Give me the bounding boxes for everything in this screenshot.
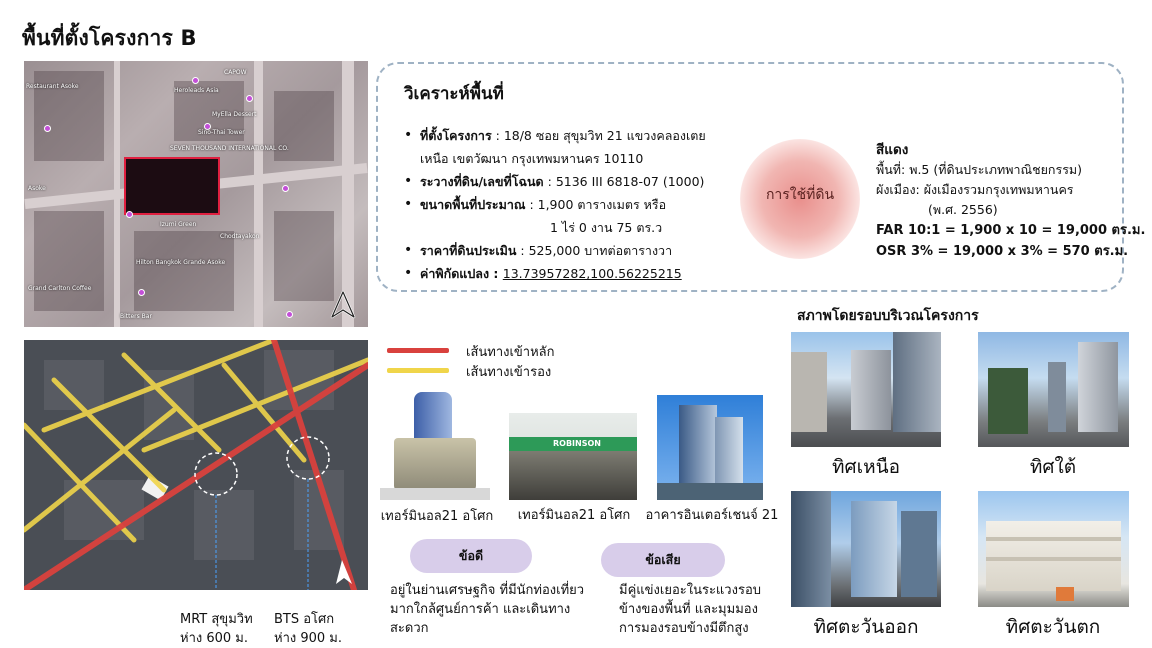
poi-label: Hilton Bangkok Grande Asoke (136, 259, 226, 266)
access-route-map (24, 340, 368, 590)
list-item: • ค่าพิกัดแปลง : 13.73957282,100.56225215 (404, 262, 744, 285)
north-view-photo (791, 332, 941, 447)
legend-main-label: เส้นทางเข้าหลัก (466, 345, 555, 360)
terminal21-photo-1 (380, 388, 490, 500)
list-item-continuation: 1 ไร่ 0 งาน 75 ตร.ว (550, 220, 663, 235)
site-map (24, 61, 368, 327)
pros-text: อยู่ในย่านเศรษฐกิจ ที่มีนักท่องเที่ยว มากใกล้ศูนย์การค้า และเดินทาง สะดวก (390, 583, 585, 636)
analysis-title: วิเคราะห์พื้นที่ (404, 84, 504, 104)
landuse-label: การใช้ที่ดิน (765, 187, 835, 203)
poi-label: Heroleads Asia (174, 87, 219, 94)
west-view-label: ทิศตะวันตก (1005, 616, 1101, 638)
page-title: พื้นที่ตั้งโครงการ B (22, 26, 197, 50)
cons-label: ข้อเสีย (601, 543, 725, 577)
list-item: • ระวางที่ดิน/เลขที่โฉนด : 5136 III 6818-07 (1000) (404, 170, 744, 193)
bullet-icon: • (404, 173, 413, 189)
east-view-label: ทิศตะวันออก (813, 616, 919, 638)
interchange21-photo (657, 395, 763, 500)
site-info-list (404, 124, 744, 285)
bullet-icon: • (404, 196, 413, 212)
bullet-icon: • (404, 265, 413, 281)
mrt-distance: MRT สุขุมวิท ห่าง 600 ม. (180, 612, 253, 646)
bullet-icon: • (404, 242, 413, 258)
building-caption: อาคารอินเตอร์เชนจ์ 21 (645, 508, 779, 523)
legend-secondary-label: เส้นทางเข้ารอง (466, 365, 552, 380)
north-arrow-icon (330, 290, 356, 320)
poi-label: Chodtayakon (220, 233, 260, 240)
poi-label: Asoke (28, 185, 46, 192)
building-caption: เทอร์มินอล21 อโศก (517, 508, 631, 523)
south-view-photo (978, 332, 1129, 447)
project-parcel (124, 157, 220, 215)
poi-label: Grand Carlton Coffee (28, 285, 92, 292)
list-item: • ที่ตั้งโครงการ : 18/8 ซอย สุขุมวิท 21 แขวงคลองเตย (404, 124, 744, 147)
terminal21-photo-2 (509, 413, 637, 500)
route-overlay (24, 340, 368, 590)
west-view-photo (978, 491, 1129, 607)
poi-label: MyElla Dessert (212, 111, 257, 118)
poi-label: Restaurant Asoke (26, 83, 79, 90)
coordinate-link[interactable]: 13.73957282,100.56225215 (502, 266, 682, 281)
bts-distance: BTS อโศก ห่าง 900 ม. (274, 612, 342, 646)
pros-label: ข้อดี (410, 539, 532, 573)
poi-label: CAPOW (224, 69, 247, 76)
poi-label: Izumi Green (160, 221, 197, 228)
cons-text: มีคู่แข่งเยอะในระแวงรอบ ข้างของพื้นที่ และมุมมอง การมองรอบข้างมีตึกสูง (619, 583, 761, 636)
poi-label: SEVEN THOUSAND INTERNATIONAL CO. (170, 145, 289, 152)
surroundings-title: สภาพโดยรอบบริเวณโครงการ (797, 308, 979, 324)
poi-label: Sino-Thai Tower (198, 129, 245, 136)
list-item-continuation: เหนือ เขตวัฒนา กรุงเทพมหานคร 10110 (420, 151, 644, 166)
legend-secondary-swatch (387, 368, 449, 373)
zoning-info: สีแดง พื้นที่: พ.5 (ที่ดินประเภทพาณิชยกรรม) ผังเมือง: ผังเมืองรวมกรุงเทพมหานคร (พ.ศ. 2556) FAR 10:1 = 1,900 x 10 = 19,000 ตร.ม. OSR 3% = 19,000 x 3% = 570 ตร.ม. (876, 142, 1146, 259)
south-view-label: ทิศใต้ (1029, 456, 1077, 478)
list-item: • ราคาที่ดินประเมิน : 525,000 บาทต่อตารางวา (404, 239, 744, 262)
north-view-label: ทิศเหนือ (831, 456, 900, 478)
list-item: • ขนาดพื้นที่ประมาณ : 1,900 ตารางเมตร หรือ (404, 193, 744, 216)
legend-main-swatch (387, 348, 449, 353)
robinson-sign: ROBINSON (553, 439, 601, 448)
east-view-photo (791, 491, 941, 607)
poi-label: Bitters Bar (120, 313, 152, 320)
building-caption: เทอร์มินอล21 อโศก (380, 509, 494, 524)
bullet-icon: • (404, 127, 413, 143)
